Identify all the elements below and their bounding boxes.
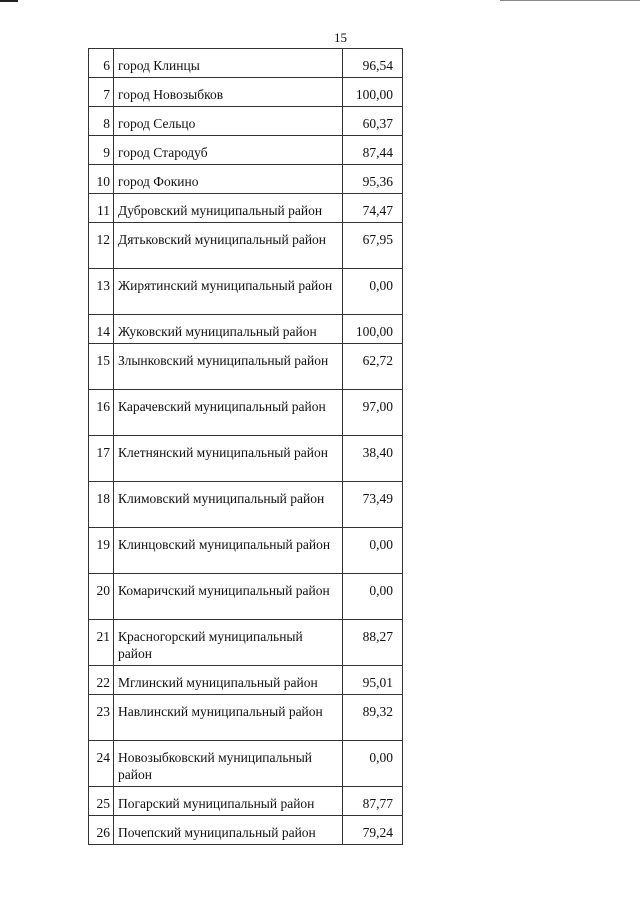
row-name: Жуковский муниципальный район	[118, 324, 317, 339]
table-row	[89, 136, 403, 165]
row-name-cell	[114, 78, 343, 107]
row-name: Климовский муниципальный район	[118, 491, 325, 506]
row-value-cell	[343, 390, 403, 436]
row-number-cell	[89, 269, 114, 315]
row-name: Злынковский муниципальный район	[118, 353, 329, 368]
row-name: Клинцовский муниципальный район	[118, 537, 331, 552]
row-name: Погарский муниципальный район	[118, 796, 315, 811]
row-number-cell	[89, 741, 114, 787]
row-value-cell	[343, 482, 403, 528]
row-value-cell	[343, 49, 403, 78]
row-value-cell	[343, 574, 403, 620]
row-value: 0,00	[369, 583, 393, 598]
row-number: 14	[96, 324, 110, 339]
row-number-cell	[89, 574, 114, 620]
row-value: 74,47	[362, 203, 393, 218]
scan-edge-line	[500, 0, 640, 1]
table-row	[89, 165, 403, 194]
table-row	[89, 269, 403, 315]
row-number: 21	[96, 629, 110, 644]
row-number-cell	[89, 528, 114, 574]
data-table	[88, 48, 403, 845]
row-value-cell	[343, 78, 403, 107]
row-number-cell	[89, 816, 114, 845]
row-name-cell	[114, 816, 343, 845]
table-row	[89, 390, 403, 436]
row-number-cell	[89, 49, 114, 78]
row-name: Дятьковский муниципальный район	[118, 232, 327, 247]
table-row	[89, 666, 403, 695]
row-value-cell	[343, 269, 403, 315]
row-value: 38,40	[362, 445, 393, 460]
row-name-cell	[114, 49, 343, 78]
row-number: 24	[96, 750, 110, 765]
table-row	[89, 315, 403, 344]
row-value-cell	[343, 136, 403, 165]
row-name-cell	[114, 787, 343, 816]
row-number-cell	[89, 78, 114, 107]
row-value: 67,95	[362, 232, 393, 247]
row-number-cell	[89, 620, 114, 666]
table-row	[89, 107, 403, 136]
table-row	[89, 482, 403, 528]
table-row	[89, 741, 403, 787]
row-name: Новозыбковский муниципальный район	[118, 750, 313, 782]
row-number: 26	[96, 825, 110, 840]
table-row	[89, 49, 403, 78]
row-name-cell	[114, 482, 343, 528]
row-value: 60,37	[362, 116, 393, 131]
row-name-cell	[114, 436, 343, 482]
row-value-cell	[343, 695, 403, 741]
row-value: 97,00	[362, 399, 393, 414]
row-number: 7	[103, 87, 110, 102]
row-value: 100,00	[355, 324, 393, 339]
row-value: 96,54	[362, 58, 393, 73]
row-number: 16	[96, 399, 110, 414]
row-value-cell	[343, 816, 403, 845]
row-number-cell	[89, 107, 114, 136]
row-number-cell	[89, 390, 114, 436]
row-value-cell	[343, 165, 403, 194]
table-row	[89, 436, 403, 482]
table-row	[89, 620, 403, 666]
row-number: 15	[96, 353, 110, 368]
row-name-cell	[114, 695, 343, 741]
row-number-cell	[89, 165, 114, 194]
table-row	[89, 574, 403, 620]
row-name-cell	[114, 528, 343, 574]
row-value: 62,72	[362, 353, 393, 368]
row-name: Жирятинский муниципальный район	[118, 278, 333, 293]
row-value: 95,36	[362, 174, 393, 189]
row-number: 13	[96, 278, 110, 293]
row-value-cell	[343, 194, 403, 223]
row-name: город Клинцы	[118, 58, 200, 73]
row-number: 10	[96, 174, 110, 189]
row-value-cell	[343, 344, 403, 390]
row-name-cell	[114, 107, 343, 136]
row-name-cell	[114, 165, 343, 194]
table-row	[89, 816, 403, 845]
row-number-cell	[89, 194, 114, 223]
row-number: 8	[103, 116, 110, 131]
table-row	[89, 194, 403, 223]
row-value-cell	[343, 436, 403, 482]
row-value-cell	[343, 528, 403, 574]
row-name: Дубровский муниципальный район	[118, 203, 323, 218]
row-name: город Новозыбков	[118, 87, 224, 102]
row-number: 20	[96, 583, 110, 598]
row-value: 73,49	[362, 491, 393, 506]
row-value: 79,24	[362, 825, 393, 840]
row-name: Почепский муниципальный район	[118, 825, 316, 840]
row-number: 17	[96, 445, 110, 460]
row-name: город Фокино	[118, 174, 199, 189]
row-number-cell	[89, 482, 114, 528]
row-value-cell	[343, 223, 403, 269]
table-row	[89, 344, 403, 390]
row-value: 0,00	[369, 537, 393, 552]
row-number: 18	[96, 491, 110, 506]
page-number: 15	[334, 30, 347, 45]
row-number: 6	[103, 58, 110, 73]
row-value: 88,27	[362, 629, 393, 644]
table-row	[89, 528, 403, 574]
row-name: Карачевский муниципальный район	[118, 399, 326, 414]
row-number-cell	[89, 223, 114, 269]
row-value: 95,01	[362, 675, 393, 690]
row-name-cell	[114, 390, 343, 436]
row-number: 19	[96, 537, 110, 552]
row-number-cell	[89, 344, 114, 390]
row-number: 25	[96, 796, 110, 811]
row-name: город Стародуб	[118, 145, 208, 160]
row-name-cell	[114, 223, 343, 269]
row-name-cell	[114, 620, 343, 666]
table-row	[89, 787, 403, 816]
row-name-cell	[114, 574, 343, 620]
row-value-cell	[343, 107, 403, 136]
table-row	[89, 78, 403, 107]
table-row	[89, 695, 403, 741]
row-number-cell	[89, 787, 114, 816]
row-name: Мглинский муниципальный район	[118, 675, 318, 690]
row-name: Красногорский муниципальный район	[118, 629, 303, 661]
row-number: 12	[96, 232, 110, 247]
row-number: 22	[96, 675, 110, 690]
row-number: 11	[97, 203, 110, 218]
row-number-cell	[89, 436, 114, 482]
table-row	[89, 223, 403, 269]
row-value: 100,00	[355, 87, 393, 102]
row-value-cell	[343, 620, 403, 666]
row-name-cell	[114, 269, 343, 315]
row-value: 0,00	[369, 750, 393, 765]
row-value: 0,00	[369, 278, 393, 293]
row-value-cell	[343, 741, 403, 787]
row-name-cell	[114, 741, 343, 787]
row-value-cell	[343, 315, 403, 344]
row-name: Комаричский муниципальный район	[118, 583, 330, 598]
row-name: Клетнянский муниципальный район	[118, 445, 328, 460]
row-number: 23	[96, 704, 110, 719]
row-number-cell	[89, 136, 114, 165]
row-value-cell	[343, 666, 403, 695]
row-value: 87,44	[362, 145, 393, 160]
row-name-cell	[114, 194, 343, 223]
row-name-cell	[114, 136, 343, 165]
scan-edge-mark	[0, 0, 18, 2]
row-number-cell	[89, 666, 114, 695]
row-value: 87,77	[362, 796, 393, 811]
row-value-cell	[343, 787, 403, 816]
row-number: 9	[103, 145, 110, 160]
row-number-cell	[89, 315, 114, 344]
row-name: город Сельцо	[118, 116, 196, 131]
row-name-cell	[114, 666, 343, 695]
row-name-cell	[114, 315, 343, 344]
row-value: 89,32	[362, 704, 393, 719]
row-name: Навлинский муниципальный район	[118, 704, 323, 719]
row-number-cell	[89, 695, 114, 741]
row-name-cell	[114, 344, 343, 390]
